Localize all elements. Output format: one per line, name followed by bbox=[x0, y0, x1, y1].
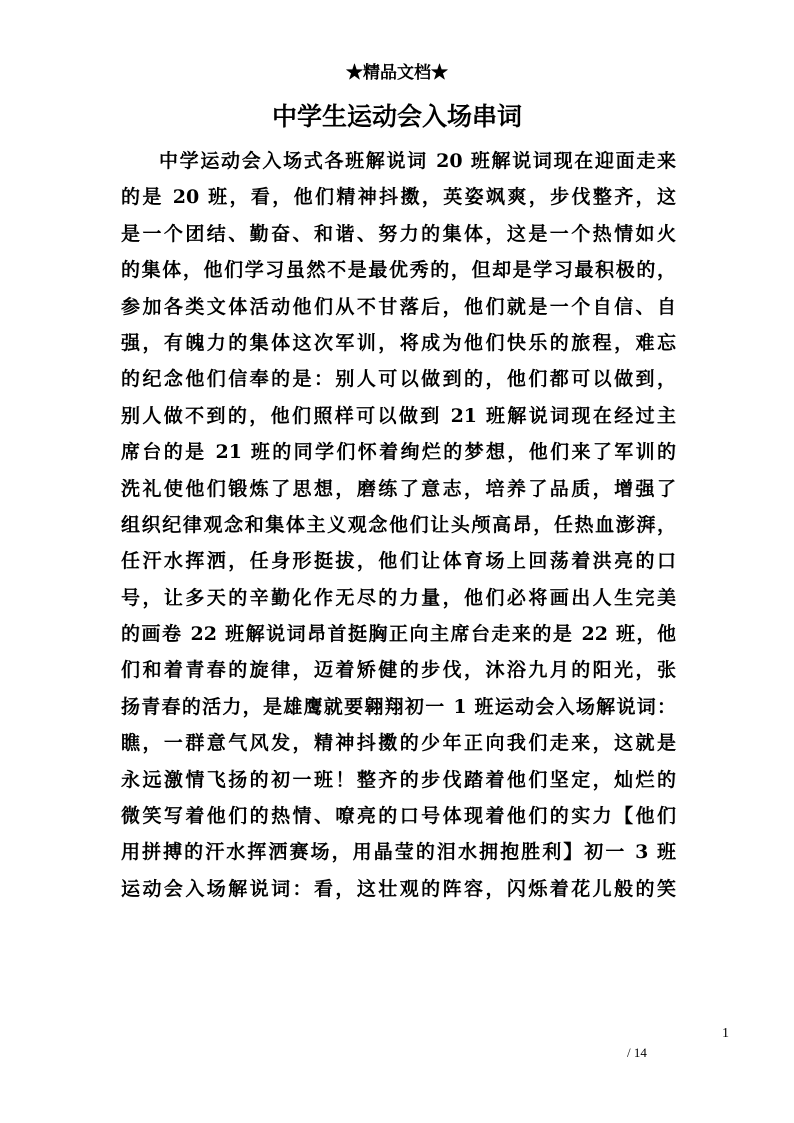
text-line: 强，有魄力的集体这次军训，将成为他们快乐的旅程，难忘 bbox=[121, 331, 676, 354]
text-line: 微笑写着他们的热情、嘹亮的口号体现着他们的实力【他们 bbox=[121, 805, 676, 828]
text-line: 席台的是 21 班的同学们怀着绚烂的梦想，他们来了军训的 bbox=[121, 441, 676, 464]
text-line: 运动会入场解说词：看，这壮观的阵容，闪烁着花儿般的笑 bbox=[121, 877, 676, 900]
text-line: 别人做不到的，他们照样可以做到 21 班解说词现在经过主 bbox=[121, 404, 676, 427]
text-line: 扬青春的活力，是雄鹰就要翱翔初一 1 班运动会入场解说词： bbox=[121, 695, 676, 718]
text-line: 们和着青春的旋律，迈着矫健的步伐，沐浴九月的阳光，张 bbox=[121, 659, 676, 682]
text-line: 号，让多天的辛勤化作无尽的力量，他们必将画出人生完美 bbox=[121, 586, 676, 609]
document-title: 中学生运动会入场串词 bbox=[271, 102, 522, 131]
text-line: 中学运动会入场式各班解说词 20 班解说词现在迎面走来 bbox=[159, 150, 676, 172]
body-paragraph bbox=[121, 143, 676, 907]
text-line: 的是 20 班，看，他们精神抖擞，英姿飒爽，步伐整齐，这 bbox=[121, 186, 676, 209]
text-line: 洗礼使他们锻炼了思想，磨练了意志，培养了品质，增强了 bbox=[121, 477, 676, 500]
text-line: 的画卷 22 班解说词昂首挺胸正向主席台走来的是 22 班，他 bbox=[121, 623, 676, 646]
text-line: 参加各类文体活动他们从不甘落后，他们就是一个自信、自 bbox=[121, 295, 676, 318]
text-line: 瞧，一群意气风发，精神抖擞的少年正向我们走来，这就是 bbox=[121, 732, 676, 755]
page-total: / 14 bbox=[627, 1045, 647, 1060]
text-line: 的纪念他们信奉的是：别人可以做到的，他们都可以做到， bbox=[121, 368, 676, 391]
text-line: 用拼搏的汗水挥洒赛场，用晶莹的泪水拥抱胜利】初一 3 班 bbox=[121, 841, 676, 864]
text-line: 组织纪律观念和集体主义观念他们让头颅高昂，任热血澎湃， bbox=[121, 513, 676, 536]
text-line: 永远激情飞扬的初一班！整齐的步伐踏着他们坚定，灿烂的 bbox=[121, 768, 676, 791]
text-line: 是一个团结、勤奋、和谐、努力的集体，这是一个热情如火 bbox=[121, 222, 676, 245]
page-number: 1 bbox=[722, 1026, 729, 1041]
document-header: ★精品文档★ bbox=[346, 63, 448, 83]
text-line: 的集体，他们学习虽然不是最优秀的，但却是学习最积极的， bbox=[121, 259, 676, 282]
text-line: 任汗水挥洒，任身形挺拔，他们让体育场上回荡着洪亮的口 bbox=[121, 550, 676, 573]
